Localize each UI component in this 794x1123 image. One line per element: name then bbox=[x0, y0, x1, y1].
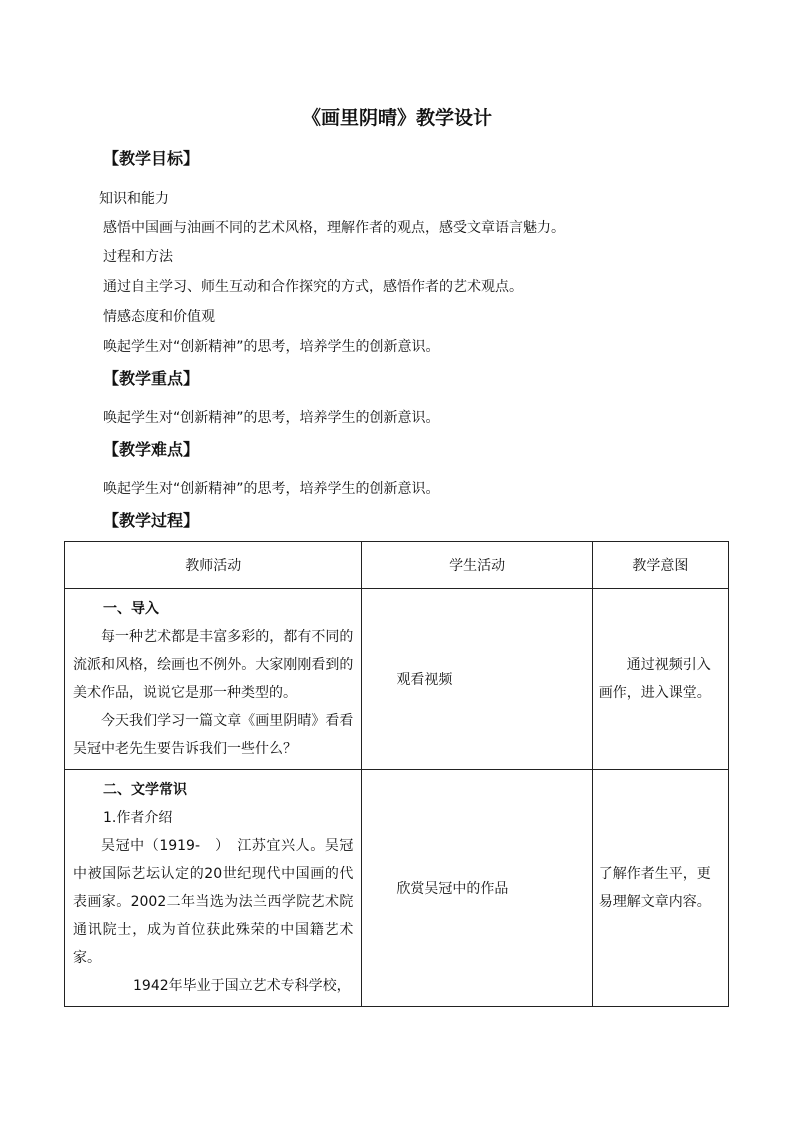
process-heading: 【教学过程】 bbox=[103, 511, 200, 530]
intent-text: 了解作者生平，更易理解文章内容。 bbox=[598, 866, 711, 910]
objective-category-process: 过程和方法 bbox=[103, 249, 173, 265]
objective-category-emotion: 情感态度和价值观 bbox=[103, 309, 215, 325]
table-header-row bbox=[65, 542, 729, 589]
teaching-intent-cell bbox=[592, 589, 728, 770]
section-heading-literature: 二、文学常识 bbox=[103, 782, 187, 798]
objective-text-emotion: 唤起学生对“创新精神”的思考，培养学生的创新意识。 bbox=[103, 339, 440, 355]
teacher-paragraph: 每一种艺术都是丰富多彩的，都有不同的流派和风格，绘画也不例外。大家刚刚看到的美术作品，说说它是那一种类型的。 bbox=[73, 629, 354, 701]
key-point-text: 唤起学生对“创新精神”的思考，培养学生的创新意识。 bbox=[103, 410, 440, 426]
header-student-activity: 学生活动 bbox=[362, 542, 592, 589]
teacher-activity-cell bbox=[65, 589, 362, 770]
table-row bbox=[65, 589, 729, 770]
student-activity-cell: 欣赏吴冠中的作品 bbox=[362, 770, 592, 1007]
objective-category-knowledge: 知识和能力 bbox=[99, 191, 169, 207]
intent-text: 通过视频引入画作，进入课堂。 bbox=[598, 657, 711, 701]
subsection-author-intro: 1.作者介绍 bbox=[103, 810, 173, 826]
header-teaching-intent: 教学意图 bbox=[592, 542, 728, 589]
table-row bbox=[65, 770, 729, 1007]
teaching-intent-cell bbox=[592, 770, 728, 1007]
difficulty-heading: 【教学难点】 bbox=[103, 440, 200, 459]
teaching-process-table bbox=[64, 541, 729, 1007]
section-heading-intro: 一、导入 bbox=[103, 601, 159, 617]
objective-text-process: 通过自主学习、师生互动和合作探究的方式，感悟作者的艺术观点。 bbox=[103, 279, 523, 295]
teacher-paragraph: 吴冠中（1919- ） 江苏宜兴人。吴冠中被国际艺坛认定的20世纪现代中国画的代表画家。2002二年当选为法兰西学院艺术院通讯院士，成为首位获此殊荣的中国籍艺术家。 bbox=[73, 838, 354, 966]
objective-text-knowledge: 感悟中国画与油画不同的艺术风格，理解作者的观点，感受文章语言魅力。 bbox=[103, 220, 565, 236]
difficulty-text: 唤起学生对“创新精神”的思考，培养学生的创新意识。 bbox=[103, 481, 440, 497]
key-point-heading: 【教学重点】 bbox=[103, 369, 200, 388]
document-title: 《画里阴晴》教学设计 bbox=[301, 107, 492, 129]
student-activity-cell: 观看视频 bbox=[362, 589, 592, 770]
teacher-paragraph: 1942年毕业于国立艺术专科学校， bbox=[133, 978, 351, 994]
objectives-heading: 【教学目标】 bbox=[103, 149, 200, 168]
teacher-activity-cell bbox=[65, 770, 362, 1007]
teacher-paragraph: 今天我们学习一篇文章《画里阴晴》看看吴冠中老先生要告诉我们一些什么？ bbox=[73, 713, 354, 757]
header-teacher-activity: 教师活动 bbox=[65, 542, 362, 589]
